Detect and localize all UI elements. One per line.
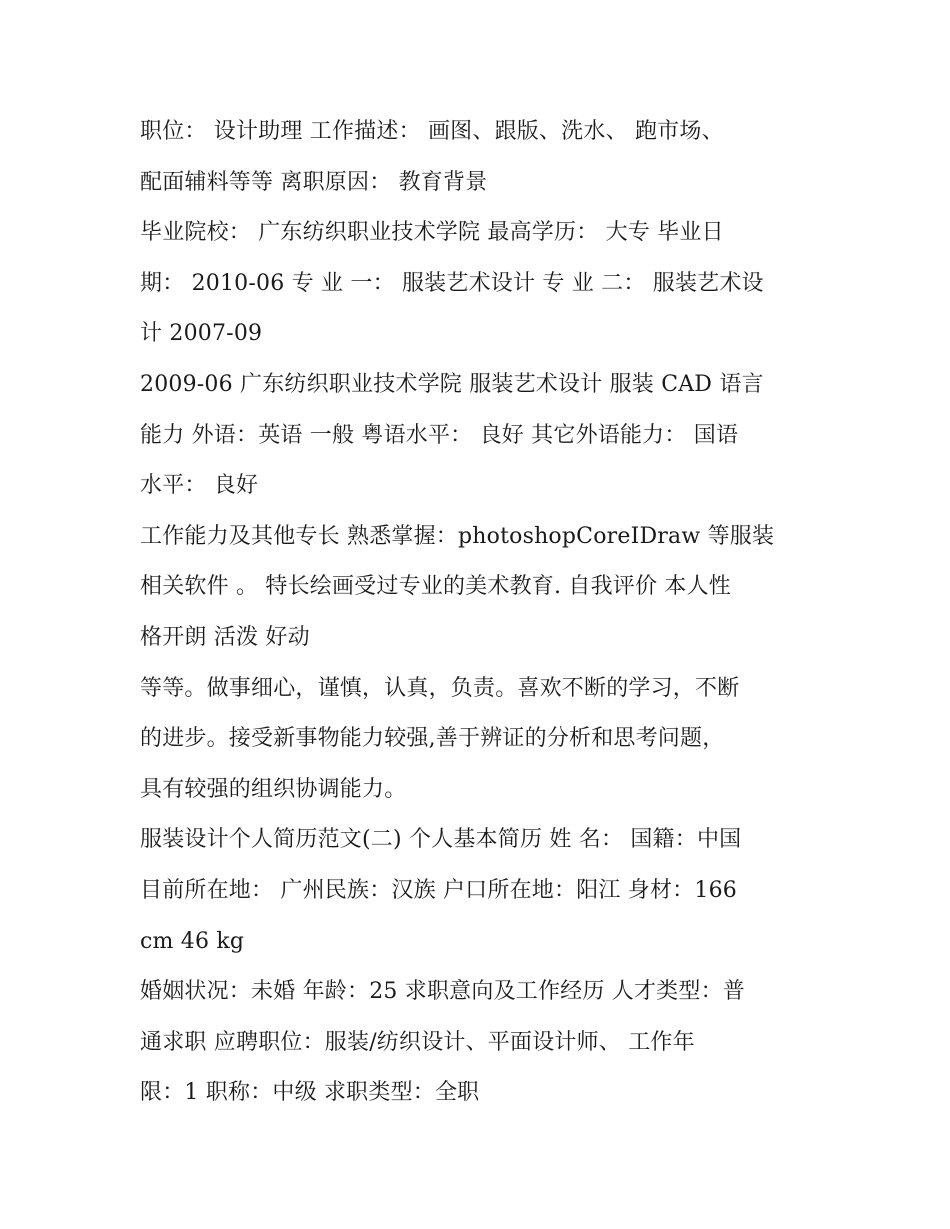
text-line: 2009-06 广东纺织职业技术学院 服装艺术设计 服装 CAD 语言 <box>140 371 764 397</box>
text-line: 的进步。接受新事物能力较强,善于辨证的分析和思考问题， <box>140 726 725 752</box>
text-line: 目前所在地： 广州民族：汉族 户口所在地：阳江 身材：166 <box>140 877 737 903</box>
text-line: 具有较强的组织协调能力。 <box>140 776 407 802</box>
text-line: 能力 外语：英语 一般 粤语水平： 良好 其它外语能力： 国语 <box>140 422 739 448</box>
text-line: 工作能力及其他专长 熟悉掌握：photoshopCoreIDraw 等服装 <box>140 523 775 549</box>
text-line: 职位： 设计助理 工作描述： 画图、跟版、洗水、 跑市场、 <box>140 119 724 144</box>
text-line: 等等。做事细心，谨慎，认真，负责。喜欢不断的学习，不断 <box>140 675 740 701</box>
text-line: 格开朗 活泼 好动 <box>140 624 310 650</box>
text-line: 毕业院校： 广东纺织职业技术学院 最高学历： 大专 毕业日 <box>140 220 724 246</box>
text-line: 计 2007-09 <box>140 321 263 347</box>
text-line: cm 46 kg <box>140 928 245 954</box>
text-line: 相关软件 。 特长绘画受过专业的美术教育. 自我评价 本人性 <box>140 574 731 600</box>
text-line: 配面辅料等等 离职原因： 教育背景 <box>140 169 488 195</box>
text-line: 通求职 应聘职位：服装/纺织设计、平面设计师、 工作年 <box>140 1029 695 1055</box>
text-line: 期： 2010-06 专 业 一： 服装艺术设计 专 业 二： 服装艺术设 <box>140 270 764 296</box>
text-line: 限：1 职称：中级 求职类型：全职 <box>140 1080 480 1106</box>
text-line: 水平： 良好 <box>140 473 259 499</box>
document-body <box>140 107 820 1119</box>
text-line: 婚姻状况：未婚 年龄：25 求职意向及工作经历 人才类型：普 <box>140 979 745 1005</box>
text-line: 服装设计个人简历范文(二) 个人基本简历 姓 名： 国籍：中国 <box>140 827 742 853</box>
